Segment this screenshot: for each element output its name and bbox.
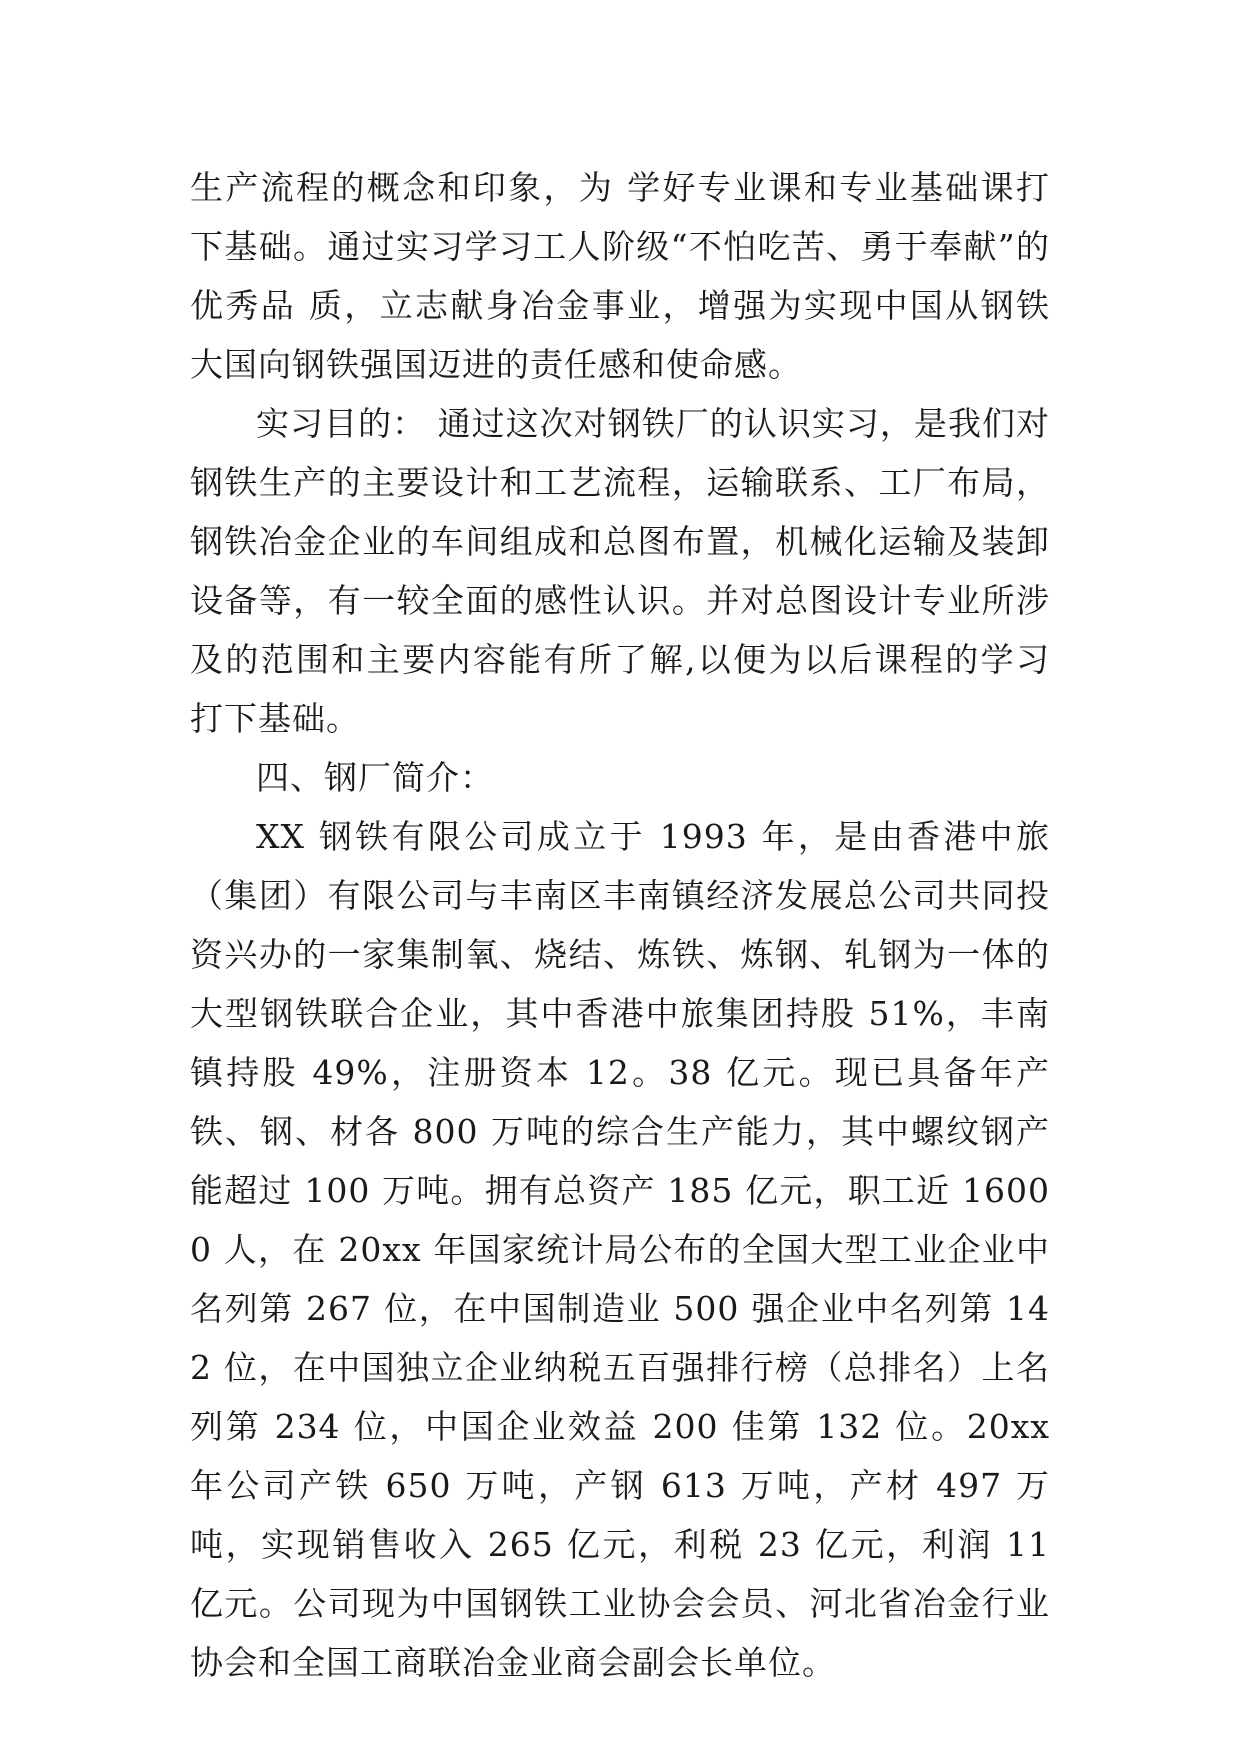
paragraph-internship-purpose: 实习目的： 通过这次对钢铁厂的认识实习，是我们对钢铁生产的主要设计和工艺流程，运输联系、工厂布局，钢铁冶金企业的车间组成和总图布置，机械化运输及装卸设备等，有一较全面的感性认识。并对总图设计专业所涉及的范围和主要内容能有所了解,以便为以后课程的学习打下基础。: [190, 404, 1050, 738]
section-heading-steel-plant-intro: 四、钢厂简介：: [256, 758, 494, 797]
paragraph-company-profile: XX 钢铁有限公司成立于 1993 年，是由香港中旅（集团）有限公司与丰南区丰南镇经济发展总公司共同投资兴办的一家集制氧、烧结、炼铁、炼钢、轧钢为一体的大型钢铁联合企业，其中香港中旅集团持股 51%，丰南镇持股 49%，注册资本 12。38 亿元。现已具备年产铁、钢、材各 800 万吨的综合生产能力，其中螺纹钢产能超过 100 万吨。拥有总资产 185 亿元，职工近 16000 人，在 20xx 年国家统计局公布的全国大型工业企业中名列第 267 位，在中国制造业 500 强企业中名列第 142 位，在中国独立企业纳税五百强排行榜（总排名）上名列第 234 位，中国企业效益 200 佳第 132 位。20xx 年公司产铁 650 万吨，产钢 613 万吨，产材 497 万吨，实现销售收入 265 亿元，利税 23 亿元，利润 11 亿元。公司现为中国钢铁工业协会会员、河北省冶金行业协会和全国工商联冶金业商会副会长单位。: [190, 817, 1050, 1682]
paragraph-production-process: 生产流程的概念和印象，为 学好专业课和专业基础课打下基础。通过实习学习工人阶级“不怕吃苦、勇于奉献”的优秀品 质，立志献身冶金事业，增强为实现中国从钢铁大国向钢铁强国迈进的责任感和使命感。: [190, 168, 1050, 384]
document-body: [190, 158, 1050, 1692]
